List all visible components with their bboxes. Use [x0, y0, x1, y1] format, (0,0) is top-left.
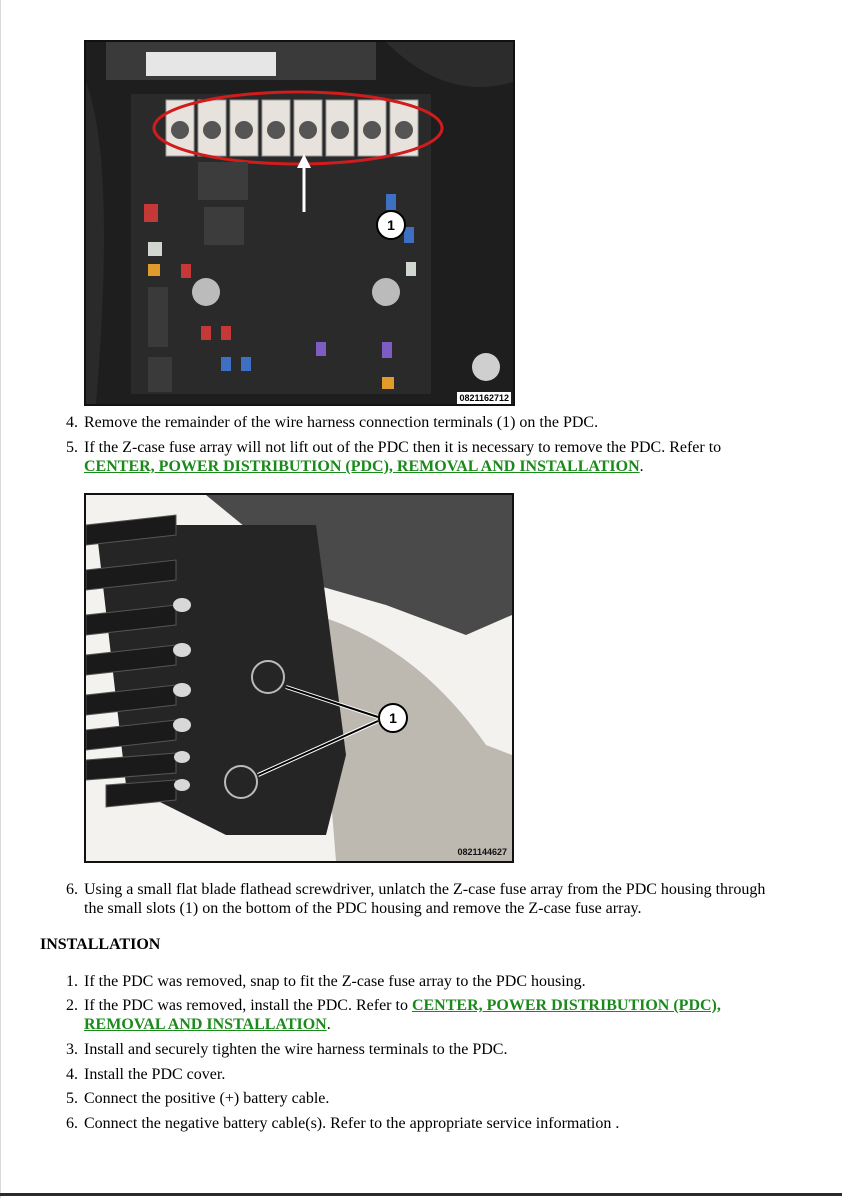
- install-step-6: [66, 1114, 784, 1133]
- installation-heading: INSTALLATION: [40, 936, 161, 953]
- step-text: Install and securely tighten the wire harness terminals to the PDC.: [84, 1041, 508, 1058]
- step-number: 4.: [66, 1066, 78, 1083]
- step-text: Remove the remainder of the wire harness connection terminals (1) on the PDC.: [84, 414, 599, 431]
- install-step-5: [66, 1089, 784, 1108]
- step-text: If the PDC was removed, snap to fit the Z-case fuse array to the PDC housing.: [84, 973, 586, 990]
- step-5: [66, 438, 774, 476]
- step-number: 5.: [66, 1090, 78, 1107]
- install-step-3: [66, 1040, 784, 1059]
- step-text: Connect the negative battery cable(s). Refer to the appropriate service information .: [84, 1115, 620, 1132]
- step-6: [66, 880, 774, 918]
- step-punct: .: [326, 1016, 331, 1033]
- page-left-border: [0, 0, 1, 1198]
- fuse-array-illustration: [86, 495, 512, 861]
- install-step-2: [66, 996, 784, 1034]
- page-bottom-rule: [0, 1193, 842, 1196]
- step-number: 6.: [66, 881, 78, 898]
- step-4: [66, 413, 784, 432]
- fuse-box-photo: [84, 40, 515, 406]
- step-text: Install the PDC cover.: [84, 1066, 226, 1083]
- callout-1: 1: [378, 703, 408, 733]
- step-number: 3.: [66, 1041, 78, 1058]
- step-text: If the Z-case fuse array will not lift out of the PDC then it is necessary to remove the PDC. Refer to: [84, 439, 722, 456]
- step-number: 6.: [66, 1115, 78, 1132]
- callout-1: 1: [376, 210, 406, 240]
- fuse-box-illustration: [86, 42, 513, 404]
- step-number: 1.: [66, 973, 78, 990]
- fuse-array-photo: [84, 493, 514, 863]
- install-step-4: [66, 1065, 784, 1084]
- step-text: Connect the positive (+) battery cable.: [84, 1090, 330, 1107]
- step-text: If the PDC was removed, install the PDC. Refer to: [84, 997, 408, 1014]
- figure-id-label: 0821162712: [459, 393, 509, 403]
- step-number: 4.: [66, 414, 78, 431]
- figure-id-label: 0821144627: [457, 847, 507, 857]
- step-punct: .: [639, 458, 644, 475]
- install-step-1: [66, 972, 784, 991]
- pdc-removal-link[interactable]: CENTER, POWER DISTRIBUTION (PDC), REMOVAL AND INSTALLATION: [84, 458, 640, 475]
- pdc-install-link[interactable]: CENTER, POWER DISTRIBUTION (PDC), REMOVAL AND INSTALLATION: [84, 997, 721, 1033]
- step-number: 5.: [66, 439, 78, 456]
- step-number: 2.: [66, 997, 78, 1014]
- step-text: Using a small flat blade flathead screwdriver, unlatch the Z-case fuse array from the PDC housing through the small slots (1) on the bottom of the PDC housing and remove the Z-case fuse array.: [84, 881, 766, 917]
